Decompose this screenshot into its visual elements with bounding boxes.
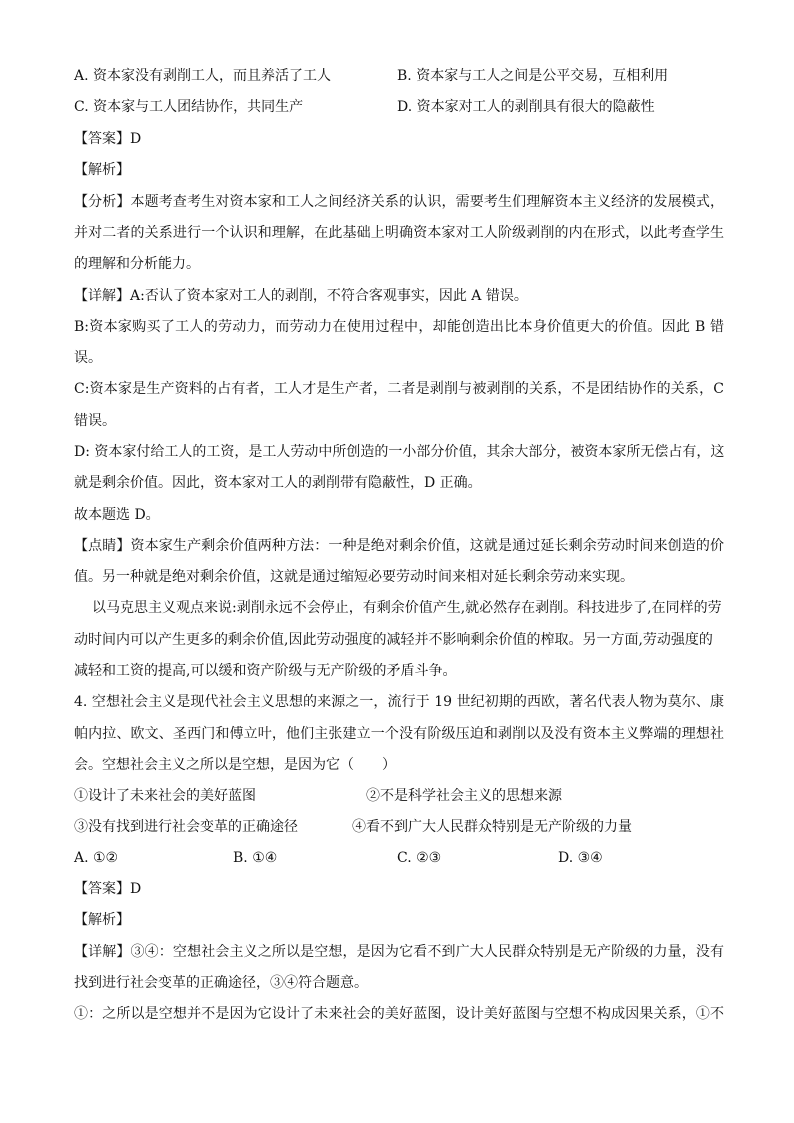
q3-detail-line: 错误。 <box>74 413 116 429</box>
q3-tip-line: 动时间内可以产生更多的剩余价值,因此劳动强度的减轻并不影响剩余价值的榨取。另一方面,劳动强度的 <box>74 632 713 648</box>
q3-detail-line: 【详解】A:否认了资本家对工人的剥削，不符合客观事实，因此 A 错误。 <box>74 288 528 304</box>
q4-stem-line: 会。空想社会主义之所以是空想，是因为它（ ） <box>74 757 396 773</box>
q3-detail-line: 误。 <box>74 350 102 366</box>
q4-item-1: ①设计了未来社会的美好蓝图 <box>74 788 256 804</box>
q4-item-4: ④看不到广大人民群众特别是无产阶级的力量 <box>352 819 632 835</box>
q4-detail-line: ①：之所以是空想并不是因为它设计了未来社会的美好蓝图，设计美好蓝图与空想不构成因果关系，①不 <box>74 1006 724 1022</box>
q4-choice-d: D. ③④ <box>558 850 603 866</box>
q3-tip-line: 值。另一种就是绝对剩余价值，这就是通过缩短必要劳动时间来相对延长剩余劳动来实现。 <box>74 569 634 585</box>
q4-answer: 【答案】D <box>74 881 142 897</box>
q3-option-d: D. 资本家对工人的剥削具有很大的隐蔽性 <box>397 99 655 115</box>
q3-detail-line: 就是剩余价值。因此，资本家对工人的剥削带有隐蔽性，D 正确。 <box>74 475 482 491</box>
q4-detail-line: 找到进行社会变革的正确途径，③④符合题意。 <box>74 975 368 991</box>
q3-detail-line: D: 资本家付给工人的工资，是工人劳动中所创造的一小部分价值，其余大部分，被资本家所无偿占有，这 <box>74 444 725 460</box>
q3-option-b: B. 资本家与工人之间是公平交易，互相利用 <box>397 68 669 84</box>
q3-detail-line: 故本题选 D。 <box>74 507 160 523</box>
q4-choice-c: C. ②③ <box>397 850 442 866</box>
q3-detail-line: B:资本家购买了工人的劳动力，而劳动力在使用过程中，却能创造出比本身价值更大的价值。因此 B 错 <box>74 319 724 335</box>
q4-choice-b: B. ①④ <box>233 850 278 866</box>
q4-detail-line: 【详解】③④：空想社会主义之所以是空想，是因为它看不到广大人民群众特别是无产阶级的力量，没有 <box>74 944 724 960</box>
q3-detail-line: C:资本家是生产资料的占有者，工人才是生产者，二者是剥削与被剥削的关系，不是团结协作的关系，C <box>74 381 724 397</box>
q4-stem-line: 帕内拉、欧文、圣西门和傅立叶，他们主张建立一个没有阶级压迫和剥削以及没有资本主义弊端的理想社 <box>74 726 724 742</box>
q4-choice-a: A. ①② <box>74 850 119 866</box>
q3-fenxi-line: 【分析】本题考查考生对资本家和工人之间经济关系的认识，需要考生们理解资本主义经济的发展模式， <box>74 194 724 210</box>
q3-option-c: C. 资本家与工人团结协作，共同生产 <box>74 99 304 115</box>
q3-tip-line: 减轻和工资的提高,可以缓和资产阶级与无产阶级的矛盾斗争。 <box>74 663 457 679</box>
q3-fenxi-line: 的理解和分析能力。 <box>74 256 200 272</box>
q3-answer: 【答案】D <box>74 131 142 147</box>
q4-item-2: ②不是科学社会主义的思想来源 <box>366 788 562 804</box>
q3-tip-line: 【点睛】资本家生产剩余价值两种方法：一种是绝对剩余价值，这就是通过延长剩余劳动时间来创造的价 <box>74 538 724 554</box>
q4-analysis-label: 【解析】 <box>74 912 130 928</box>
q3-fenxi-line: 并对二者的关系进行一个认识和理解，在此基础上明确资本家对工人阶级剥削的内在形式，以此考查学生 <box>74 225 724 241</box>
q4-stem-line: 4. 空想社会主义是现代社会主义思想的来源之一，流行于 19 世纪初期的西欧，著名代表人物为莫尔、康 <box>74 694 724 710</box>
q3-option-a: A. 资本家没有剥削工人，而且养活了工人 <box>74 68 332 84</box>
q3-tip-line: 以马克思主义观点来说:剥削永远不会停止，有剩余价值产生,就必然存在剥削。科技进步了,在同样的劳 <box>92 600 722 616</box>
q4-item-3: ③没有找到进行社会变革的正确途径 <box>74 819 298 835</box>
q3-analysis-label: 【解析】 <box>74 162 130 178</box>
